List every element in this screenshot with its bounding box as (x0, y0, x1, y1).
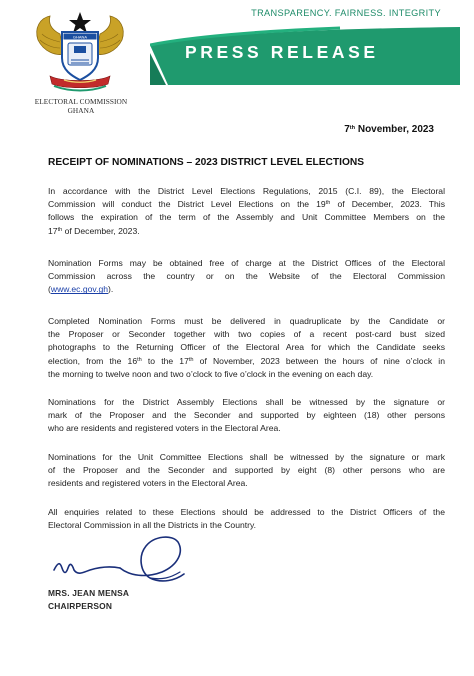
release-heading: RECEIPT OF NOMINATIONS – 2023 DISTRICT LEVEL ELECTIONS (48, 157, 365, 168)
paragraph-nomination-forms (48, 257, 445, 297)
date-day: 7 (344, 124, 350, 135)
release-date (344, 124, 434, 135)
svg-text:GHANA: GHANA (72, 34, 88, 40)
date-month-year: November, 2023 (355, 124, 434, 135)
text-run: to the 17 (141, 355, 189, 366)
paragraph-line: Completed Nomination Forms must be delivered in quadruplicate by the Candidate or (48, 316, 445, 326)
paragraph-district-assembly (48, 396, 445, 436)
signatory-name: MRS. JEAN MENSA (48, 588, 130, 598)
organization-name-line1: ELECTORAL COMMISSION (34, 97, 128, 106)
paragraph-line: who are residents and registered voters in the Electoral Area. (48, 423, 281, 434)
paragraph-line: the morning to twelve noon and two o’clock to five o’clock in the evening on each day. (48, 368, 374, 379)
text-run: of December, 2023. This (330, 199, 445, 210)
ordinal-suffix: th (188, 356, 194, 363)
paragraph-enquiries (48, 506, 445, 532)
organization-name-line2: GHANA (67, 106, 95, 115)
paragraph-line: Nominations for the Unit Committee Elections shall be witnessed by the signature or mark (48, 452, 445, 462)
paragraph-unit-committee (48, 451, 445, 491)
ordinal-suffix: th (137, 356, 142, 363)
text-run: 17 (48, 225, 58, 236)
ordinal-suffix: th (57, 226, 63, 233)
paragraph-line: All enquiries related to these Elections should be addressed to the District Officers of the (48, 507, 445, 517)
paragraph-line: residents and registered voters in the Electoral Area. (48, 478, 248, 489)
paragraph-line: of the Proposer and the Seconder and supported by eight (8) other persons who are (48, 465, 445, 476)
signatory-title: CHAIRPERSON (48, 601, 113, 611)
handwritten-signature (50, 532, 200, 590)
paragraph-line: Nominations for the District Assembly Elections shall be witnessed by the signature or (48, 397, 445, 407)
paragraph-line: Nomination Forms may be obtained free of charge at the District Offices of the Electoral (48, 258, 445, 268)
paragraph-delivery-of-forms (48, 315, 445, 381)
paragraph-line: follows the expiration of the term of the Assembly and Unit Committee Members on the (48, 212, 445, 223)
website-link[interactable]: www.ec.gov.gh (50, 284, 109, 295)
paragraph-line: Electoral Commission in all the Districts in the Country. (48, 520, 257, 531)
text-run: election, from the 16 (48, 355, 138, 366)
organization-name (20, 97, 142, 115)
text-run: Commission will conduct the District Level Elections on the 19 (48, 199, 326, 210)
paragraph-line (48, 283, 445, 296)
tagline: TRANSPARENCY. FAIRNESS. INTEGRITY (251, 8, 441, 18)
ordinal-suffix: th (325, 200, 331, 207)
paragraph-line: photographs to the Returning Officer of the Electoral Area for which the Candidate seeks (48, 342, 445, 353)
paragraph-line: mark of the Proposer and the Seconder and supported by eighteen (18) other persons (48, 410, 445, 421)
paragraph-line: the Proposer or Seconder together with two copies of a recent post-card bust sized (48, 329, 445, 340)
paragraph-line (48, 225, 445, 238)
text-run: of November, 2023 between the hours of nine o’clock in (193, 355, 445, 366)
text-run: ( (48, 284, 51, 295)
date-day-suffix: th (349, 125, 356, 131)
paragraph-line (48, 198, 445, 211)
text-run: ). (108, 284, 114, 295)
paragraph-line: Commission across the country or on the Website of the Electoral Commission (48, 271, 445, 282)
paragraph-line: In accordance with the District Level Elections Regulations, 2015 (C.I. 89), the Electoral (48, 186, 445, 196)
text-run: of December, 2023. (62, 225, 140, 236)
banner-title: PRESS RELEASE (185, 42, 379, 62)
paragraph-election-date (48, 185, 445, 238)
electoral-commission-crest-logo (30, 10, 130, 94)
paragraph-line (48, 355, 445, 368)
